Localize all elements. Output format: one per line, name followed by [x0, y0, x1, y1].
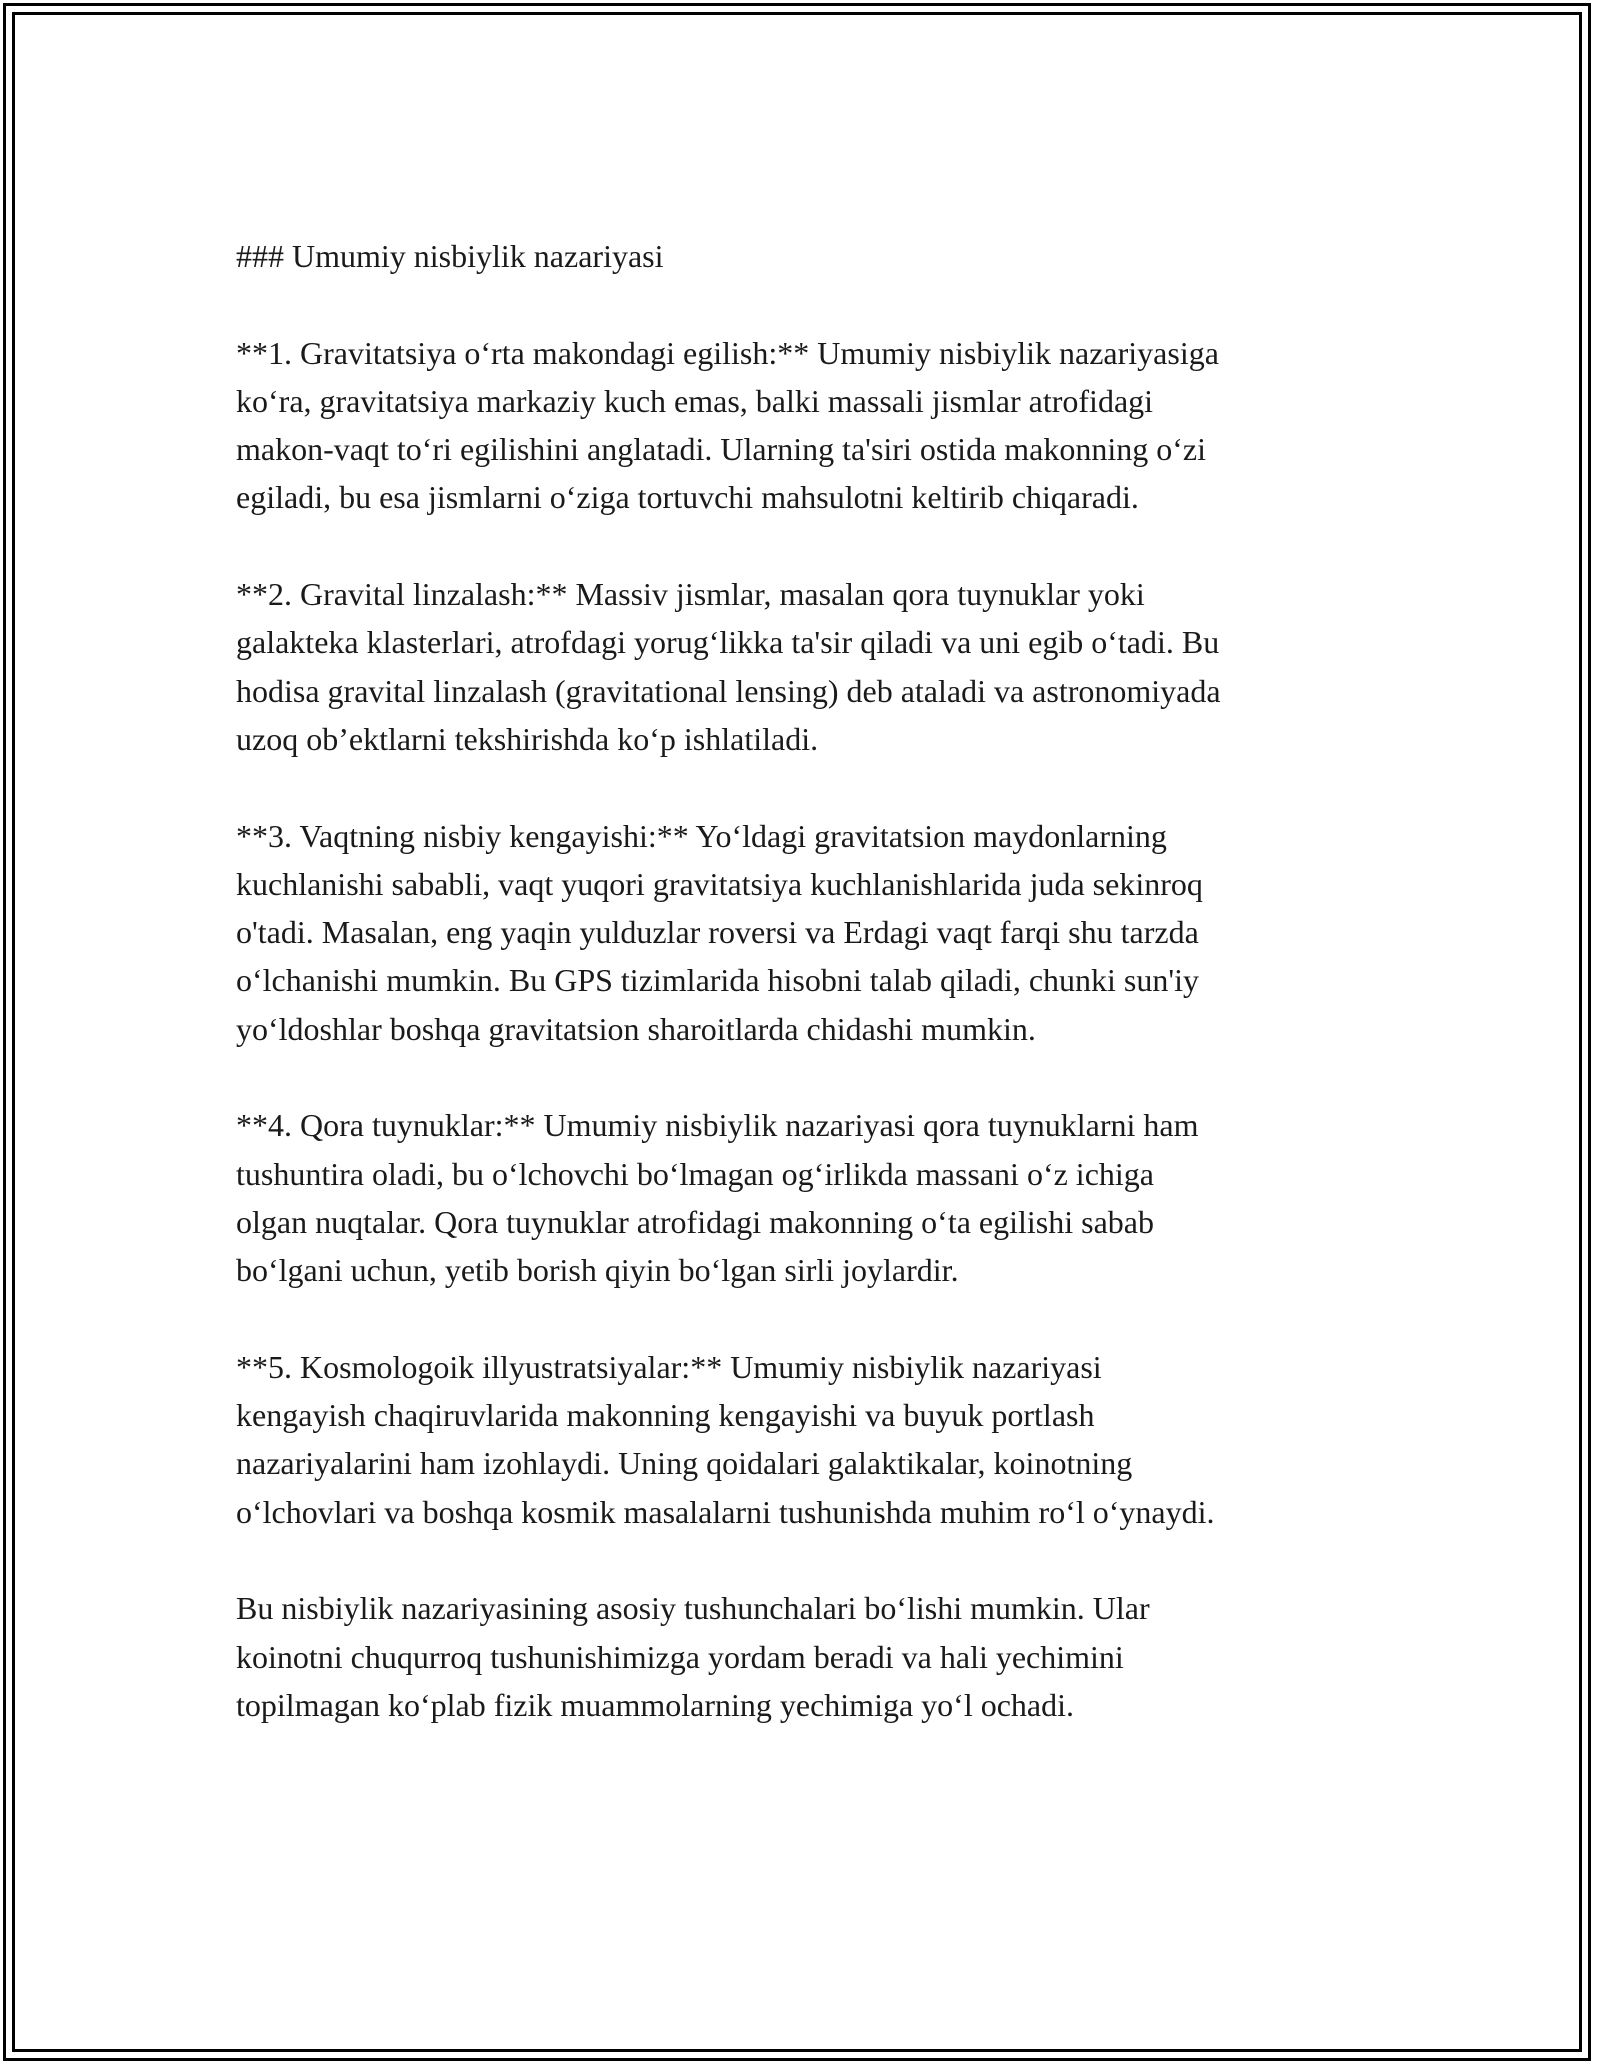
paragraph-gravitation: **1. Gravitatsiya o‘rta makondagi egilish:** Umumiy nisbiylik nazariyasiga ko‘ra, gravitatsiya markaziy kuch emas, balki massali jismlar atrofidagi makon-vaqt to‘ri egilishini anglatadi. Ularning ta'siri ostida makonning o‘zi egiladi, bu esa jismlarni o‘ziga tortuvchi mahsulotni keltirib chiqaradi. — [236, 334, 1219, 516]
document-heading: ### Umumiy nisbiylik nazariyasi — [236, 238, 664, 274]
paragraph-black-holes: **4. Qora tuynuklar:** Umumiy nisbiylik nazariyasi qora tuynuklarni ham tushuntira oladi, bu o‘lchovchi bo‘lmagan og‘irlikda massani o‘z ichiga olgan nuqtalar. Qora tuynuklar atrofidagi makonning o‘ta egilishi sabab bo‘lgani uchun, yetib borish qiyin bo‘lgan sirli joylardir. — [236, 1107, 1199, 1289]
paragraph-lensing: **2. Gravital linzalash:** Massiv jismlar, masalan qora tuynuklar yoki galakteka klasterlari, atrofdagi yorug‘likka ta'sir qiladi va uni egib o‘tadi. Bu hodisa gravital linzalash (gravitational lensing) deb ataladi va astronomiyada uzoq ob’ektlarni tekshirishda ko‘p ishlatiladi. — [236, 576, 1221, 757]
paragraph-cosmology: **5. Kosmologoik illyustratsiyalar:** Umumiy nisbiylik nazariyasi kengayish chaqiruvlarida makonning kengayishi va buyuk portlash nazariyalarini ham izohlaydi. Uning qoidalari galaktikalar, koinotning o‘lchovlari va boshqa kosmik masalalarni tushunishda muhim ro‘l o‘ynaydi. — [236, 1348, 1215, 1530]
paragraph-conclusion: Bu nisbiylik nazariyasining asosiy tushunchalari bo‘lishi mumkin. Ular koinotni chuqurroq tushunishimizga yordam beradi va hali yechimini topilmagan ko‘plab fizik muammolarning yechimiga yo‘l ochadi. — [236, 1590, 1150, 1723]
paragraph-time-dilation: **3. Vaqtning nisbiy kengayishi:** Yo‘ldagi gravitatsion maydonlarning kuchlanishi sababli, vaqt yuqori gravitatsiya kuchlanishlarida juda sekinroq o'tadi. Masalan, eng yaqin yulduzlar roversi va Erdagi vaqt farqi shu tarzda o‘lchanishi mumkin. Bu GPS tizimlarida hisobni talab qiladi, chunki sun'iy yo‘ldoshlar boshqa gravitatsion sharoitlarda chidashi mumkin. — [236, 817, 1203, 1047]
document-body — [236, 232, 1376, 1729]
